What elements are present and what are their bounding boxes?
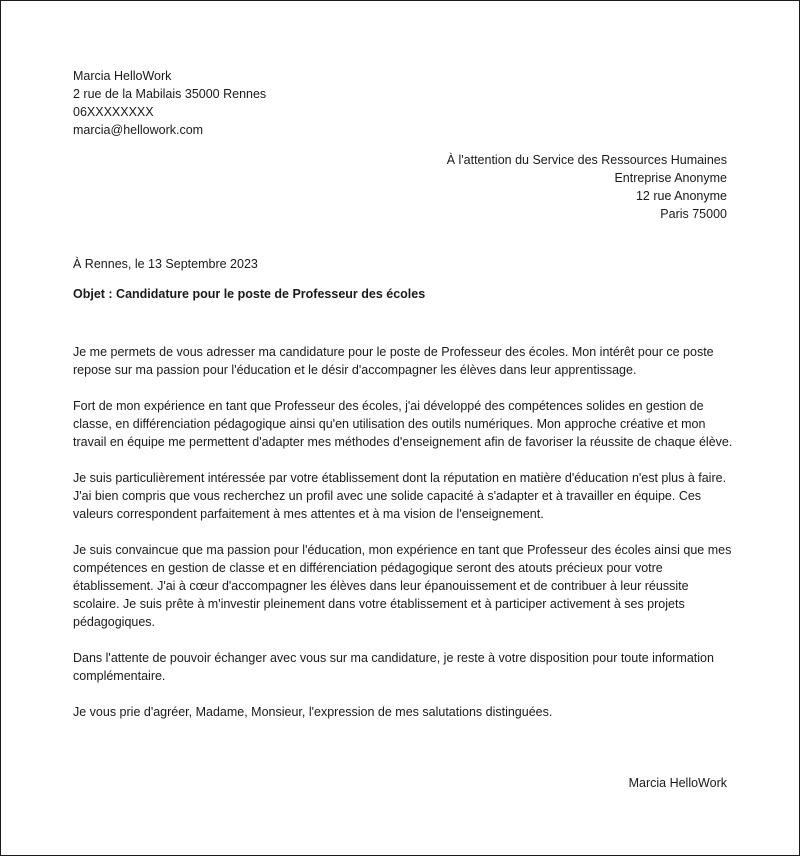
sender-phone: 06XXXXXXXX [73,105,154,119]
body-paragraph: Je suis convaincue que ma passion pour l'éducation, mon expérience en tant que Professeur des écoles ainsi que mes compétences en gestion de classe et en différenciation pédagogique seront des atouts précieux pour votre établissement. J'ai à cœur d'accompagner les élèves dans leur épanouissement et de contribuer à leur réussite scolaire. Je suis prête à m'investir pleinement dans votre établissement et à participer activement à ses projets pédagogiques. [73,543,732,629]
recipient-street: 12 rue Anonyme [635,189,727,203]
sender-address: 2 rue de la Mabilais 35000 Rennes [73,87,267,101]
body-paragraph: Dans l'attente de pouvoir échanger avec vous sur ma candidature, je reste à votre disposition pour toute information complémentaire. [73,651,714,683]
letter-body [73,343,733,739]
recipient-attention: À l'attention du Service des Ressources Humaines [446,153,727,167]
place-date: À Rennes, le 13 Septembre 2023 [73,257,258,271]
body-paragraph: Je me permets de vous adresser ma candidature pour le poste de Professeur des écoles. Mon intérêt pour ce poste repose sur ma passion pour l'éducation et le désir d'accompagner les élèves dans leur apprentissage. [73,345,714,377]
closing-paragraph: Je vous prie d'agréer, Madame, Monsieur, l'expression de mes salutations distinguées. [73,705,553,719]
letter-subject: Objet : Candidature pour le poste de Professeur des écoles [73,287,426,301]
recipient-city: Paris 75000 [660,207,727,221]
recipient-block [447,151,727,223]
sender-name: Marcia HelloWork [73,69,172,83]
body-paragraph: Je suis particulièrement intéressée par votre établissement dont la réputation en matière d'éducation n'est plus à faire. J'ai bien compris que vous recherchez un profil avec une solide capacité à s'adapter et à travailler en équipe. Ces valeurs correspondent parfaitement à mes attentes et à ma vision de l'enseignement. [73,471,727,521]
body-paragraph: Fort de mon expérience en tant que Professeur des écoles, j'ai développé des compétences solides en gestion de classe, en différenciation pédagogique ainsi qu'en utilisation des outils numériques. Mon approche créative et mon travail en équipe me permettent d'adapter mes méthodes d'enseignement afin de favoriser la réussite de chaque élève. [73,399,733,449]
signature: Marcia HelloWork [628,776,727,790]
recipient-company: Entreprise Anonyme [614,171,727,185]
sender-block [73,67,266,139]
sender-email: marcia@hellowork.com [73,123,204,137]
